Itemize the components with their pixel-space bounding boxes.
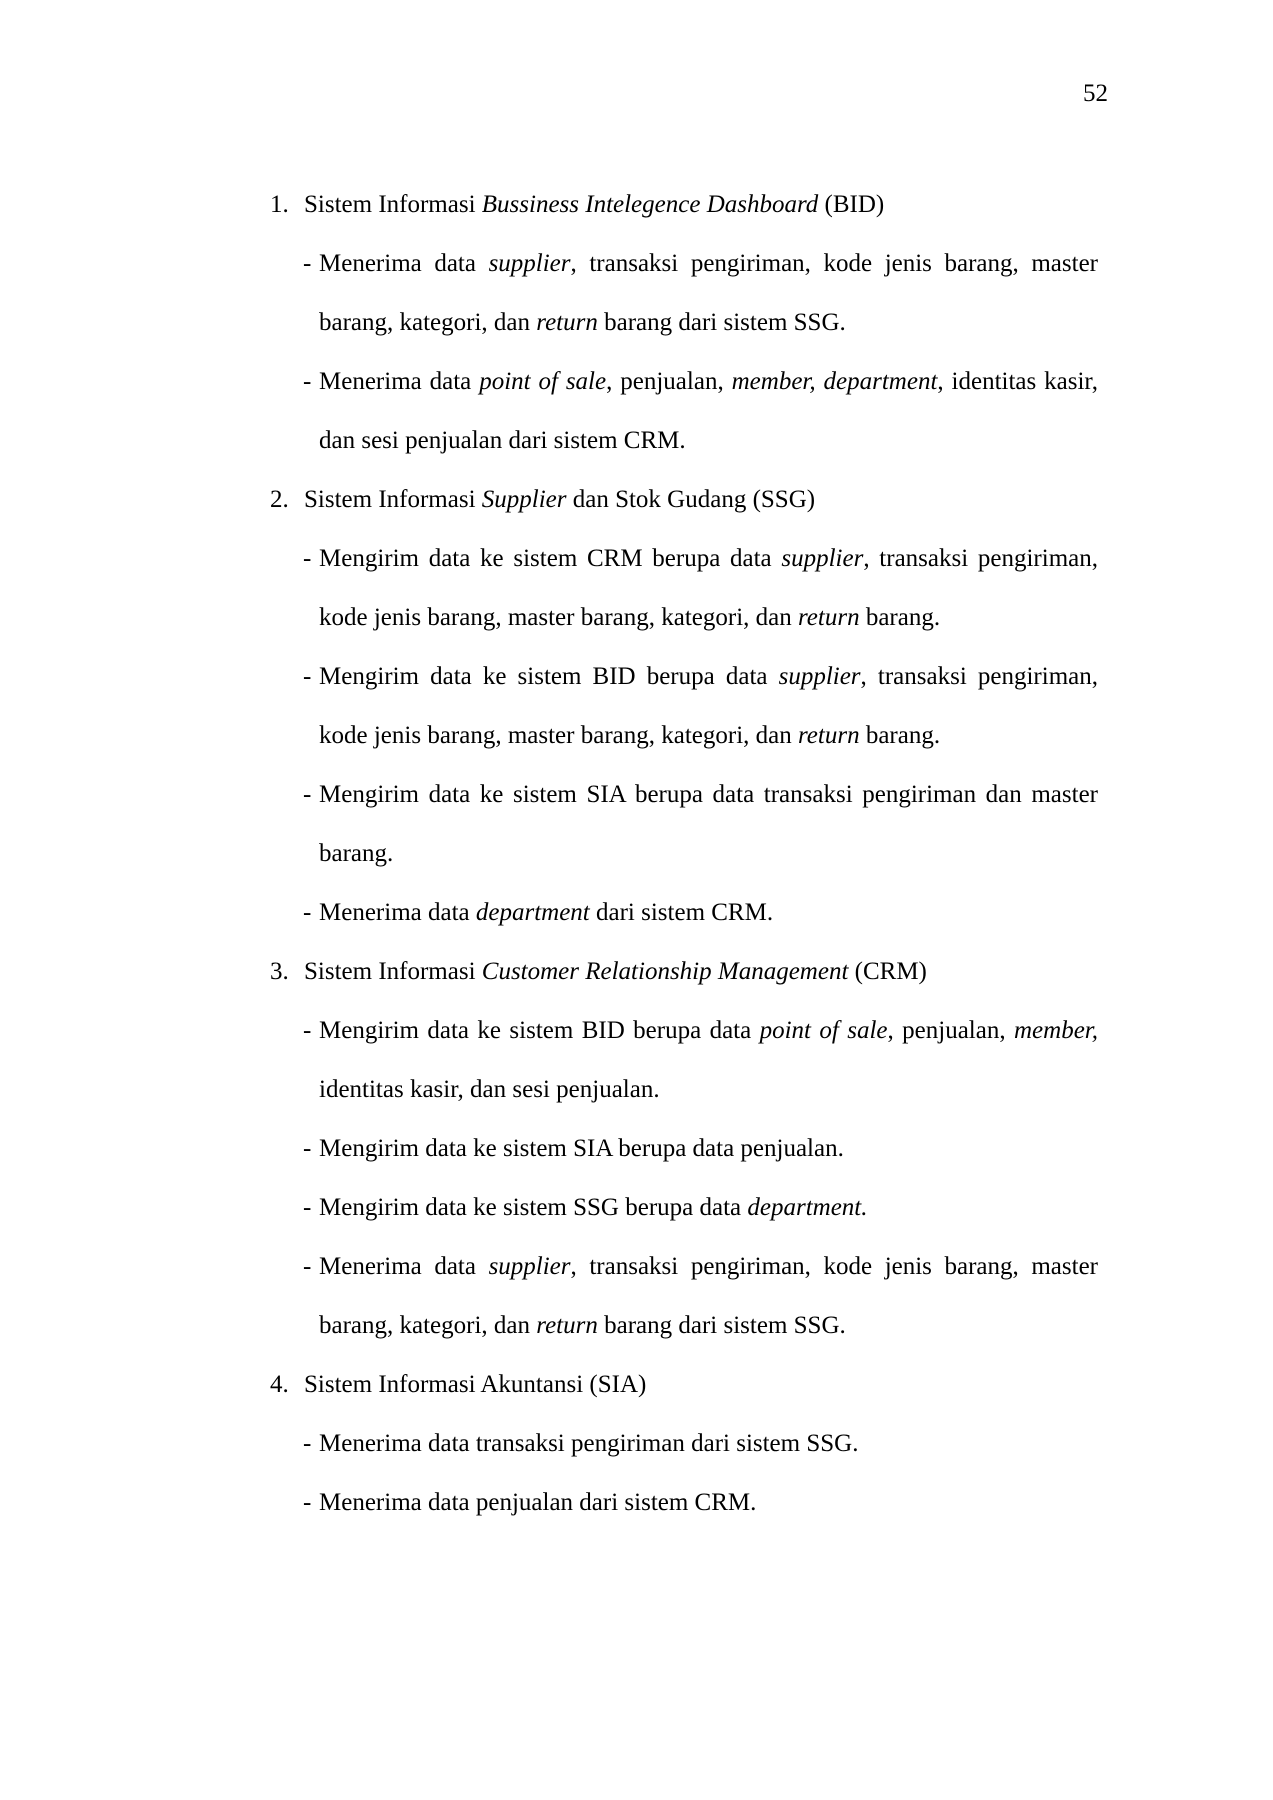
page-number: 52 [1083, 80, 1108, 107]
dash-bullet: - [303, 1253, 312, 1280]
dash-bullet: - [303, 545, 312, 572]
dash-bullet: - [303, 1194, 312, 1221]
section-number: 4. [270, 1371, 289, 1398]
list-item: - Mengirim data ke sistem BID berupa data point of sale, penjualan, member, identitas kasir, dan sesi penjualan. [270, 1001, 1098, 1119]
dash-bullet: - [303, 368, 312, 395]
list-item: - Mengirim data ke sistem SIA berupa data transaksi pengiriman dan master barang. [270, 765, 1098, 883]
dash-bullet: - [303, 1430, 312, 1457]
section-heading [270, 942, 1098, 1001]
section-title: Sistem Informasi Bussiness Intelegence Dashboard (BID) [304, 191, 885, 218]
section-title: Sistem Informasi Akuntansi (SIA) [304, 1371, 647, 1398]
list-item: - Mengirim data ke sistem SIA berupa data penjualan. [270, 1119, 1098, 1178]
list-item: - Menerima data transaksi pengiriman dari sistem SSG. [270, 1414, 1098, 1473]
dash-bullet: - [303, 1135, 312, 1162]
list-item: - Mengirim data ke sistem CRM berupa data supplier, transaksi pengiriman, kode jenis barang, master barang, kategori, dan return barang. [270, 529, 1098, 647]
section-title: Sistem Informasi Supplier dan Stok Gudang (SSG) [304, 486, 816, 513]
section-number: 3. [270, 958, 289, 985]
list-item: - Menerima data supplier, transaksi pengiriman, kode jenis barang, master barang, kategori, dan return barang dari sistem SSG. [270, 234, 1098, 352]
dash-bullet: - [303, 1489, 312, 1516]
list-item: - Menerima data department dari sistem CRM. [270, 883, 1098, 942]
section-heading [270, 470, 1098, 529]
dash-bullet: - [303, 781, 312, 808]
list-item: - Mengirim data ke sistem BID berupa data supplier, transaksi pengiriman, kode jenis barang, master barang, kategori, dan return barang. [270, 647, 1098, 765]
dash-bullet: - [303, 1017, 312, 1044]
section-sia [270, 1355, 1098, 1532]
section-heading [270, 1355, 1098, 1414]
list-item: - Mengirim data ke sistem SSG berupa data department. [270, 1178, 1098, 1237]
section-number: 2. [270, 486, 289, 513]
dash-bullet: - [303, 899, 312, 926]
section-title: Sistem Informasi Customer Relationship Management (CRM) [304, 958, 927, 985]
list-item: - Menerima data penjualan dari sistem CRM. [270, 1473, 1098, 1532]
section-bid [270, 175, 1098, 470]
section-heading [270, 175, 1098, 234]
document-body [270, 175, 1098, 1532]
dash-bullet: - [303, 250, 312, 277]
dash-bullet: - [303, 663, 312, 690]
section-ssg [270, 470, 1098, 942]
list-item: - Menerima data supplier, transaksi pengiriman, kode jenis barang, master barang, kategori, dan return barang dari sistem SSG. [270, 1237, 1098, 1355]
section-crm [270, 942, 1098, 1355]
section-number: 1. [270, 191, 289, 218]
list-item: - Menerima data point of sale, penjualan, member, department, identitas kasir, dan sesi penjualan dari sistem CRM. [270, 352, 1098, 470]
